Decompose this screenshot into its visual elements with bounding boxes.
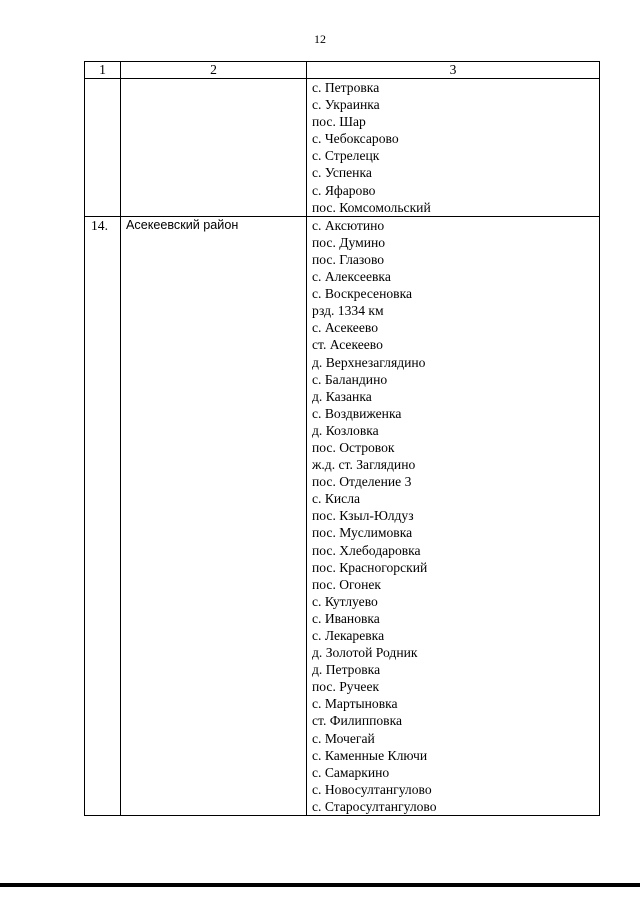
settlements-table [84, 61, 600, 816]
settlement-item: пос. Думино [312, 234, 386, 250]
column-header-2: 2 [121, 62, 307, 79]
settlements-cell [307, 79, 600, 217]
settlement-item: с. Успенка [312, 165, 372, 181]
settlement-item: с. Аксютино [312, 217, 385, 233]
settlement-item: с. Петровка [312, 80, 380, 95]
district-cell [121, 79, 307, 217]
settlement-item: пос. Кзыл-Юлдуз [312, 508, 414, 524]
settlement-item: пос. Комсомольский [312, 199, 431, 215]
settlement-item: с. Воздвиженка [312, 405, 402, 421]
settlement-item: с. Кутлуево [312, 593, 378, 609]
settlement-item: с. Лекаревка [312, 628, 385, 643]
settlement-item: ст. Филипповка [312, 713, 403, 729]
settlement-item: с. Мочегай [312, 730, 375, 746]
settlement-item: д. Казанка [312, 388, 372, 404]
settlement-item: с. Ивановка [312, 610, 380, 626]
settlements-cell [307, 216, 600, 815]
settlement-item: рзд. 1334 км [312, 303, 384, 319]
settlement-item: д. Козловка [312, 422, 379, 438]
table-body [85, 79, 600, 816]
settlement-item: д. Петровка [312, 662, 381, 678]
column-header-3: 3 [307, 62, 600, 79]
settlement-item: с. Новосултангулово [312, 781, 432, 797]
settlement-item: пос. Отделение 3 [312, 474, 412, 490]
table-row [85, 79, 600, 217]
table-row [85, 216, 600, 815]
settlement-item: с. Кисла [312, 491, 361, 507]
settlement-item: пос. Глазово [312, 251, 385, 267]
settlement-item: с. Старосултангулово [312, 798, 437, 814]
page-number: 12 [314, 32, 326, 46]
settlement-item: пос. Островок [312, 439, 395, 455]
settlement-item: д. Золотой Родник [312, 645, 418, 661]
settlement-item: с. Баландино [312, 371, 388, 387]
settlement-item: д. Верхнезаглядино [312, 354, 426, 370]
settlement-item: пос. Муслимовка [312, 525, 413, 541]
settlement-item: ст. Асекеево [312, 337, 383, 353]
district-cell: Асекеевский район [121, 216, 307, 815]
row-number-cell: 14. [85, 216, 121, 815]
settlement-item: с. Мартыновка [312, 696, 398, 712]
settlement-item: с. Асекеево [312, 320, 378, 336]
settlement-item: ж.д. ст. Заглядино [312, 457, 416, 473]
settlement-item: с. Украинка [312, 97, 380, 113]
settlement-item: пос. Шар [312, 114, 366, 130]
column-header-1: 1 [85, 62, 121, 79]
settlement-item: с. Каменные Ключи [312, 747, 428, 763]
settlement-item: с. Самаркино [312, 764, 390, 780]
settlement-item: пос. Хлебодаровка [312, 542, 421, 558]
settlement-item: с. Воскресеновка [312, 286, 412, 302]
settlement-item: пос. Красногорский [312, 559, 428, 575]
settlement-item: пос. Ручеек [312, 679, 380, 695]
bottom-rule [0, 883, 640, 887]
row-number-cell [85, 79, 121, 217]
settlement-item: пос. Огонек [312, 576, 382, 592]
settlement-item: с. Алексеевка [312, 269, 391, 285]
table-header-row [85, 62, 600, 79]
settlement-item: с. Чебоксарово [312, 131, 399, 147]
settlement-item: с. Стрелецк [312, 148, 380, 164]
settlement-item: с. Яфарово [312, 182, 376, 198]
